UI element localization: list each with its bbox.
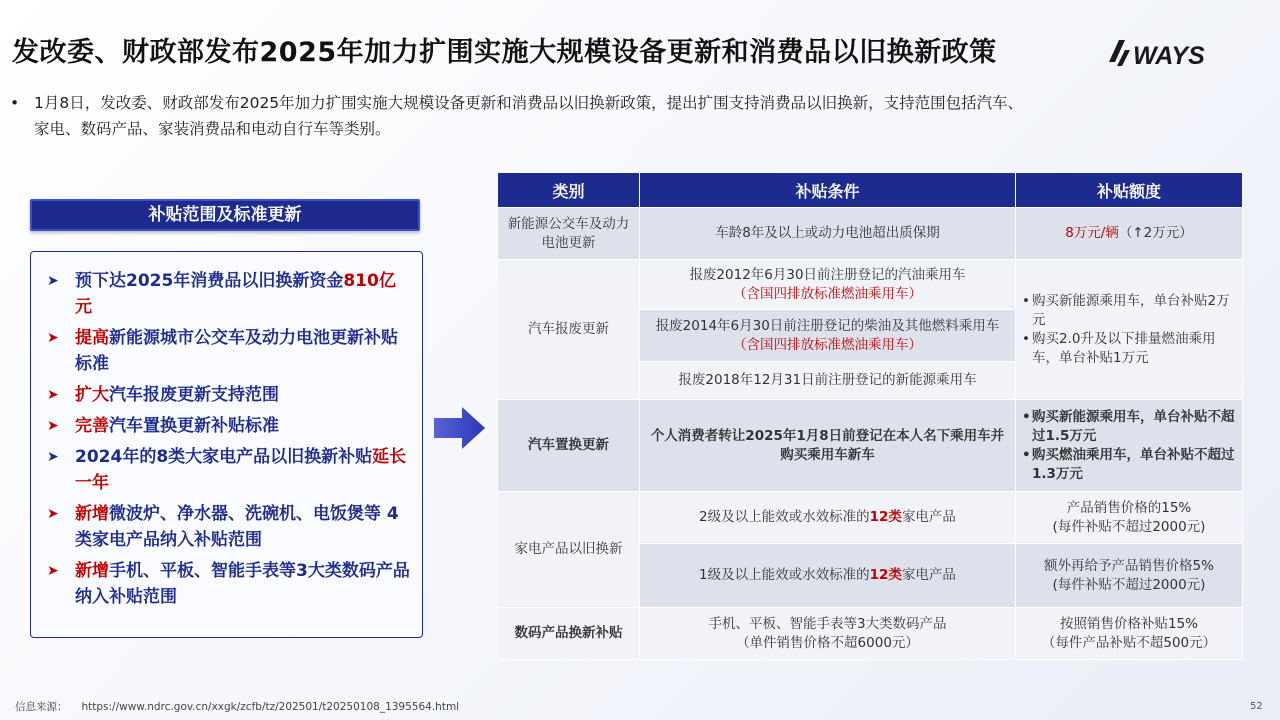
- bus-amount: [1016, 208, 1243, 260]
- panel-item-text: 提高: [75, 328, 109, 348]
- bus-amount-value: 8万元/辆: [1065, 225, 1119, 241]
- appliance-amount-2: [1016, 544, 1243, 608]
- appliance-condition-1-pre: 2级及以上能效或水效标准的: [699, 509, 870, 525]
- ways-logo: [1105, 36, 1220, 70]
- appliance-category: 家电产品以旧换新: [498, 492, 640, 608]
- arrow-bullet-icon: ➤: [47, 387, 59, 403]
- appliance-condition-2-count: 12类: [869, 567, 902, 583]
- arrow-bullet-icon: ➤: [47, 449, 59, 465]
- replace-category: 汽车置换更新: [498, 400, 640, 492]
- digital-amount-rate: 按照销售价格补贴15%: [1059, 615, 1198, 632]
- panel-item-text: 2024年的8类大家电产品以旧换新补贴: [75, 447, 373, 467]
- appliance-amount-2-cap: (每件补贴不超过2000元): [1052, 576, 1206, 593]
- replace-amount-1: • 购买新能源乘用车，单台补贴不超过1.5万元: [1022, 408, 1236, 446]
- scrap-condition-1-note: （含国四排放标准燃油乘用车）: [733, 285, 922, 302]
- scrap-condition-2-text: 报废2014年6月30日前注册登记的柴油及其他燃料乘用车: [655, 317, 1000, 334]
- header-amount: 补贴额度: [1016, 173, 1243, 208]
- bus-amount-change: （↑2万元）: [1118, 225, 1193, 241]
- scope-update-panel: [30, 251, 423, 638]
- panel-item-text: 手机、平板、智能手表等3大类数码产品纳入补贴范围: [75, 561, 410, 607]
- table-row-bus: [498, 208, 1243, 260]
- digital-amount-cap: （每件产品补贴不超500元）: [1041, 634, 1217, 651]
- source-label: 信息来源：: [15, 701, 68, 713]
- panel-item-text: 810亿元: [75, 271, 396, 317]
- intro-line-2: 家电、数码产品、家装消费品和电动自行车等类别。: [34, 120, 391, 138]
- source-footer: [15, 699, 459, 714]
- arrow-bullet-icon: ➤: [47, 418, 59, 434]
- panel-header: 补贴范围及标准更新: [30, 199, 420, 231]
- panel-item: [45, 413, 412, 439]
- panel-item: [45, 325, 412, 377]
- replace-condition: 个人消费者转让2025年1月8日前登记在本人名下乘用车并购买乘用车新车: [640, 400, 1016, 492]
- panel-item-text: 完善: [75, 416, 109, 436]
- intro-bullet: •: [10, 94, 20, 112]
- table-row-appliance-1: [498, 492, 1243, 544]
- panel-item-text: 新增: [75, 561, 109, 581]
- appliance-amount-1-cap: (每件补贴不超过2000元): [1052, 518, 1206, 535]
- arrow-bullet-icon: ➤: [47, 330, 59, 346]
- appliance-condition-2-post: 家电产品: [901, 567, 956, 583]
- panel-item-text: 汽车报废更新支持范围: [109, 385, 279, 405]
- scrap-amount: [1016, 260, 1243, 400]
- panel-item: [45, 444, 412, 496]
- page-title: 发改委、财政部发布2025年加力扩围实施大规模设备更新和消费品以旧换新政策: [12, 37, 997, 68]
- digital-condition-price: （单件销售价格不超6000元）: [736, 634, 919, 651]
- panel-item: [45, 501, 412, 553]
- right-arrow-icon: [432, 405, 487, 451]
- digital-condition-products: 手机、平板、智能手表等3大类数码产品: [708, 615, 947, 632]
- table-row-digital: [498, 608, 1243, 660]
- appliance-amount-2-rate: 额外再给予产品销售价格5%: [1044, 557, 1214, 574]
- table-row-replace: [498, 400, 1243, 492]
- panel-item-text: 2025: [126, 271, 174, 291]
- panel-item-text: 微波炉、净水器、洗碗机、电饭煲等 4 类家电产品纳入补贴范围: [75, 504, 399, 550]
- replace-amount: [1016, 400, 1243, 492]
- scrap-amount-2: • 购买2.0升及以下排量燃油乘用车，单台补贴1万元: [1022, 330, 1236, 368]
- appliance-condition-1-post: 家电产品: [901, 509, 956, 525]
- source-url[interactable]: https://www.ndrc.gov.cn/xxgk/zcfb/tz/202501/t20250108_1395564.html: [81, 701, 460, 713]
- table-header-row: [498, 173, 1243, 208]
- replace-amount-2: • 购买燃油乘用车，单台补贴不超过1.3万元: [1022, 446, 1236, 484]
- panel-item: [45, 268, 412, 320]
- appliance-condition-1-count: 12类: [869, 509, 902, 525]
- table-row-scrap-1: [498, 260, 1243, 310]
- panel-item-text: 扩大: [75, 385, 109, 405]
- page-number: 52: [1250, 701, 1263, 712]
- bus-condition: 车龄8年及以上或动力电池超出质保期: [640, 208, 1016, 260]
- subsidy-table: [497, 172, 1243, 660]
- appliance-amount-1: [1016, 492, 1243, 544]
- header-condition: 补贴条件: [640, 173, 1016, 208]
- intro-paragraph: [10, 90, 1250, 142]
- header-category: 类别: [498, 173, 640, 208]
- appliance-condition-2: [640, 544, 1016, 608]
- appliance-amount-1-rate: 产品销售价格的15%: [1066, 499, 1192, 516]
- panel-item: [45, 382, 412, 408]
- digital-category: 数码产品换新补贴: [498, 608, 640, 660]
- panel-item-text: 新增: [75, 504, 109, 524]
- arrow-bullet-icon: ➤: [47, 506, 59, 522]
- appliance-condition-1: [640, 492, 1016, 544]
- digital-condition: [640, 608, 1016, 660]
- intro-line-1: 1月8日，发改委、财政部发布2025年加力扩围实施大规模设备更新和消费品以旧换新政策，提出扩围支持消费品以旧换新，支持范围包括汽车、: [34, 94, 1024, 112]
- panel-item: [45, 558, 412, 610]
- logo-text: WAYS: [1133, 42, 1205, 70]
- panel-item-text: 新能源城市公交车及动力电池更新补贴标准: [75, 328, 398, 374]
- bus-category: 新能源公交车及动力电池更新: [498, 208, 640, 260]
- scope-update-list: [45, 268, 412, 610]
- scrap-amount-1: • 购买新能源乘用车，单台补贴2万元: [1022, 292, 1236, 330]
- scrap-condition-1-text: 报废2012年6月30日前注册登记的汽油乘用车: [689, 266, 966, 283]
- panel-item-text: 年消费品以旧换新资金: [173, 271, 344, 291]
- scrap-condition-2-note: （含国四排放标准燃油乘用车）: [733, 336, 922, 353]
- scrap-condition-2: [640, 310, 1016, 362]
- appliance-condition-2-pre: 1级及以上能效或水效标准的: [699, 567, 870, 583]
- scrap-condition-1: [640, 260, 1016, 310]
- panel-item-text: 延长一年: [75, 447, 407, 493]
- digital-amount: [1016, 608, 1243, 660]
- arrow-bullet-icon: ➤: [47, 563, 59, 579]
- scrap-condition-3: 报废2018年12月31日前注册登记的新能源乘用车: [640, 362, 1016, 400]
- panel-item-text: 汽车置换更新补贴标准: [109, 416, 279, 436]
- arrow-bullet-icon: ➤: [47, 273, 59, 289]
- panel-item-text: 预下达: [75, 271, 126, 291]
- scrap-category: 汽车报废更新: [498, 260, 640, 400]
